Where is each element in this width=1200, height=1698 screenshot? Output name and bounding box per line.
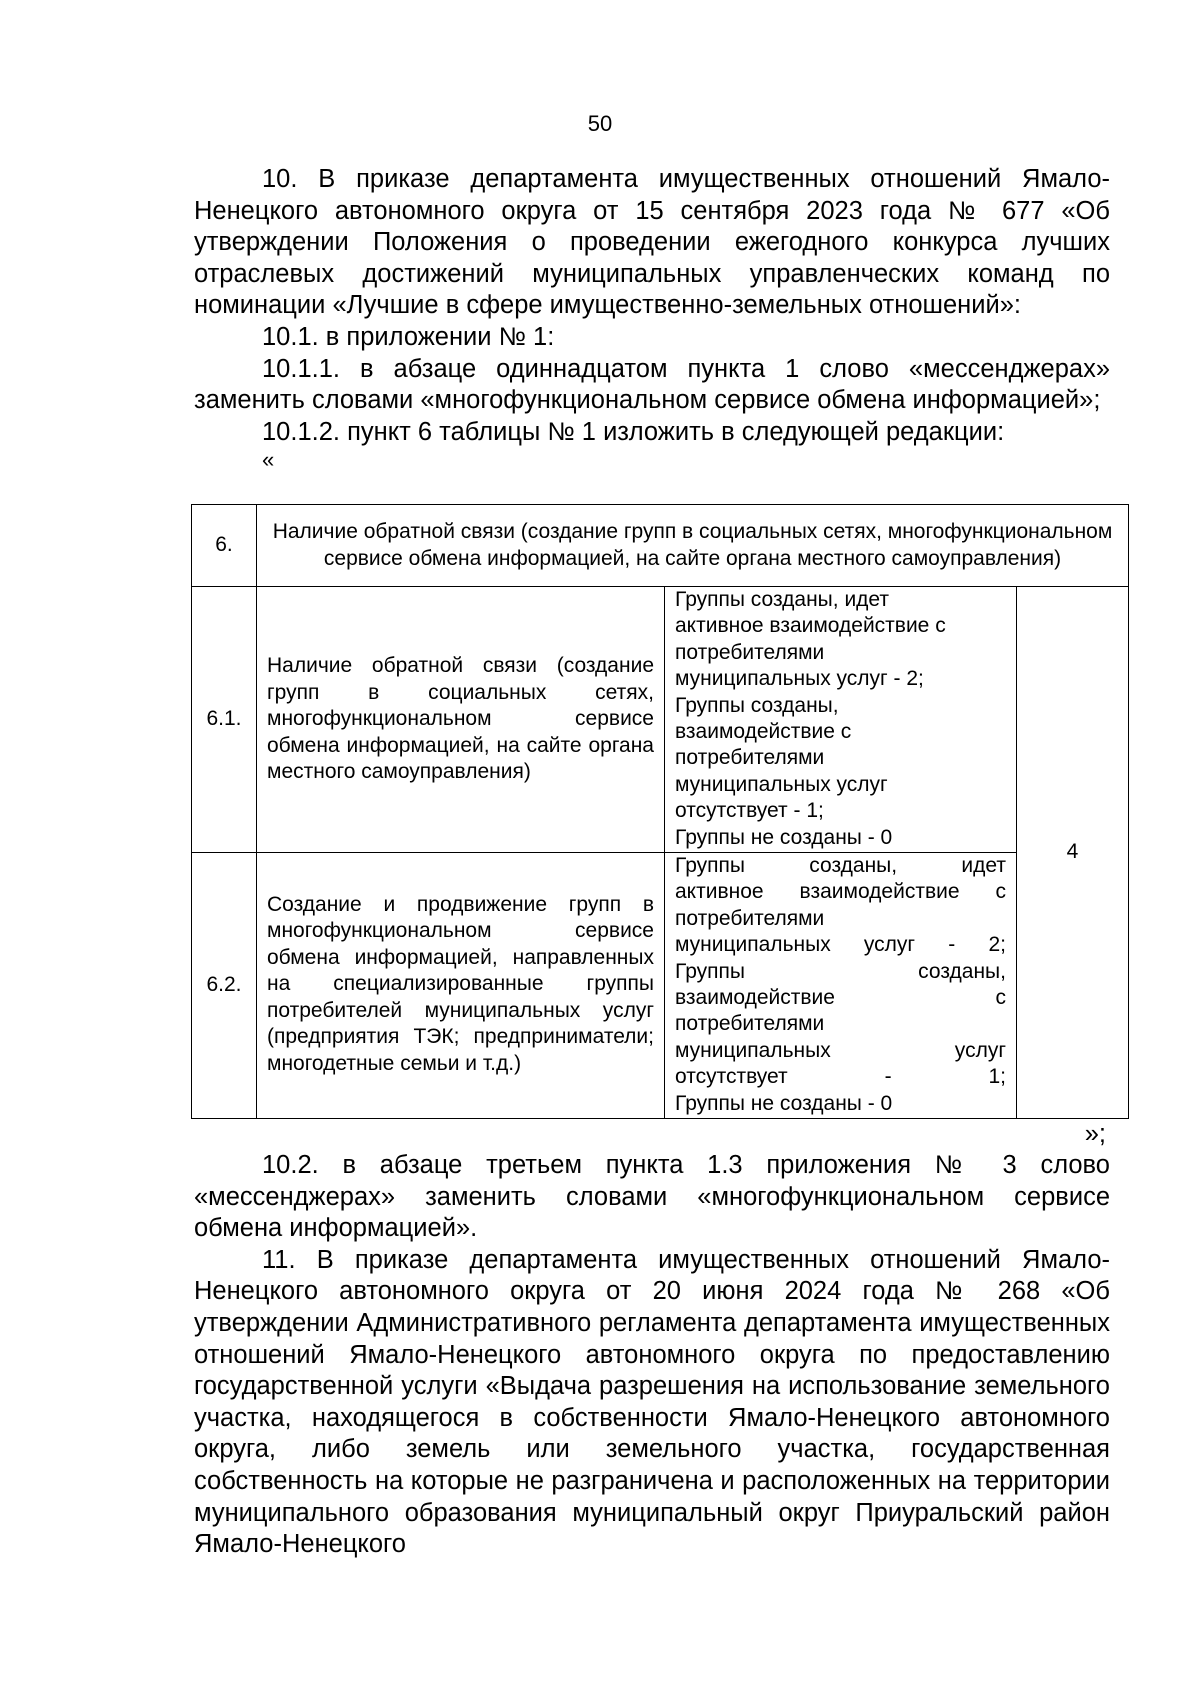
value-line: потребителями	[675, 746, 825, 770]
close-quote: »;	[1084, 1120, 1106, 1148]
paragraph-10-2: 10.2. в абзаце третьем пункта 1.3 приложения № 3 слово «мессенджерах» заменить словами «многофункциональном сервисе обмена информацией».	[194, 1151, 1110, 1243]
row-number: 6.1.	[192, 587, 257, 853]
value-line: отсутствует - 1;	[675, 799, 824, 823]
value-line: Группы созданы,	[675, 693, 839, 717]
value-line: Группы не созданы - 0	[675, 825, 893, 849]
criteria-table	[191, 504, 1129, 1119]
value-line: потребителями	[675, 906, 825, 930]
paragraph-11: 11. В приказе департамента имущественных отношений Ямало-Ненецкого автономного округа от 20 июня 2024 года № 268 «Об утверждении Административного регламента департамента имущественных отношений Ямало-Ненецкого автономного округа по предоставлению государственной услуги «Выдача разрешения на использование земельного участка, находящегося в собственности Ямало-Ненецкого автономного округа, либо земель или земельного участка, государственная собственность на которые не разграничена и расположенных на территории муниципального образования муниципальный округ Приуральский район Ямало-Ненецкого	[194, 1245, 1110, 1559]
table-row	[192, 587, 1129, 853]
value-line: муниципальных услуг	[675, 1038, 1006, 1062]
value-line: потребителями	[675, 1012, 825, 1036]
value-line: Группы не созданы - 0	[675, 1091, 893, 1115]
table-row	[192, 853, 1129, 1119]
value-line: Группы созданы, идет	[675, 588, 890, 611]
paragraph-10-1-1: 10.1.1. в абзаце одиннадцатом пункта 1 слово «мессенджерах» заменить словами «многофункциональном сервисе обмена информацией»;	[194, 354, 1110, 415]
value-line: муниципальных услуг - 2;	[675, 667, 924, 691]
value-line: муниципальных услуг - 2;	[675, 933, 1006, 957]
value-line: Группы созданы,	[675, 959, 1006, 983]
value-line: Группы созданы, идет	[675, 854, 1006, 877]
paragraph-10-1-2: 10.1.2. пункт 6 таблицы № 1 изложить в следующей редакции:	[262, 417, 1005, 446]
value-line: отсутствует - 1;	[675, 1065, 1006, 1089]
value-line: активное взаимодействие с	[675, 880, 1006, 904]
paragraph-10-1: 10.1. в приложении № 1:	[262, 322, 555, 351]
row-values	[665, 587, 1017, 853]
table-header-row	[192, 505, 1129, 587]
header-number: 6.	[192, 505, 257, 587]
header-text: Наличие обратной связи (создание групп в социальных сетях, многофункциональном сервисе обмена информацией, на сайте органа местного самоуправления)	[257, 505, 1129, 587]
value-line: муниципальных услуг	[675, 772, 888, 796]
open-quote: «	[262, 447, 275, 473]
document-body-top	[194, 164, 1110, 472]
value-line: потребителями	[675, 640, 825, 664]
document-body-bottom	[194, 1150, 1110, 1561]
paragraph-10: 10. В приказе департамента имущественных отношений Ямало-Ненецкого автономного округа от 15 сентября 2023 года № 677 «Об утверждении Положения о проведении ежегодного конкурса лучших отраслевых достижений муниципальных управленческих команд по номинации «Лучшие в сфере имущественно-земельных отношений»:	[194, 165, 1110, 320]
value-line: активное взаимодействие с	[675, 614, 946, 638]
value-line: взаимодействие с	[675, 986, 1006, 1010]
value-line: взаимодействие с	[675, 720, 852, 744]
page-number: 50	[587, 111, 613, 136]
row-criterion: Создание и продвижение групп в многофункциональном сервисе обмена информацией, направленных на специализированные группы потребителей муниципальных услуг (предприятия ТЭК; предприниматели; многодетные семьи и т.д.)	[257, 853, 665, 1119]
row-number: 6.2.	[192, 853, 257, 1119]
row-criterion: Наличие обратной связи (создание групп в социальных сетях, многофункциональном сервисе обмена информацией, на сайте органа местного самоуправления)	[257, 587, 665, 853]
row-values	[665, 853, 1017, 1119]
max-score: 4	[1017, 587, 1129, 1119]
